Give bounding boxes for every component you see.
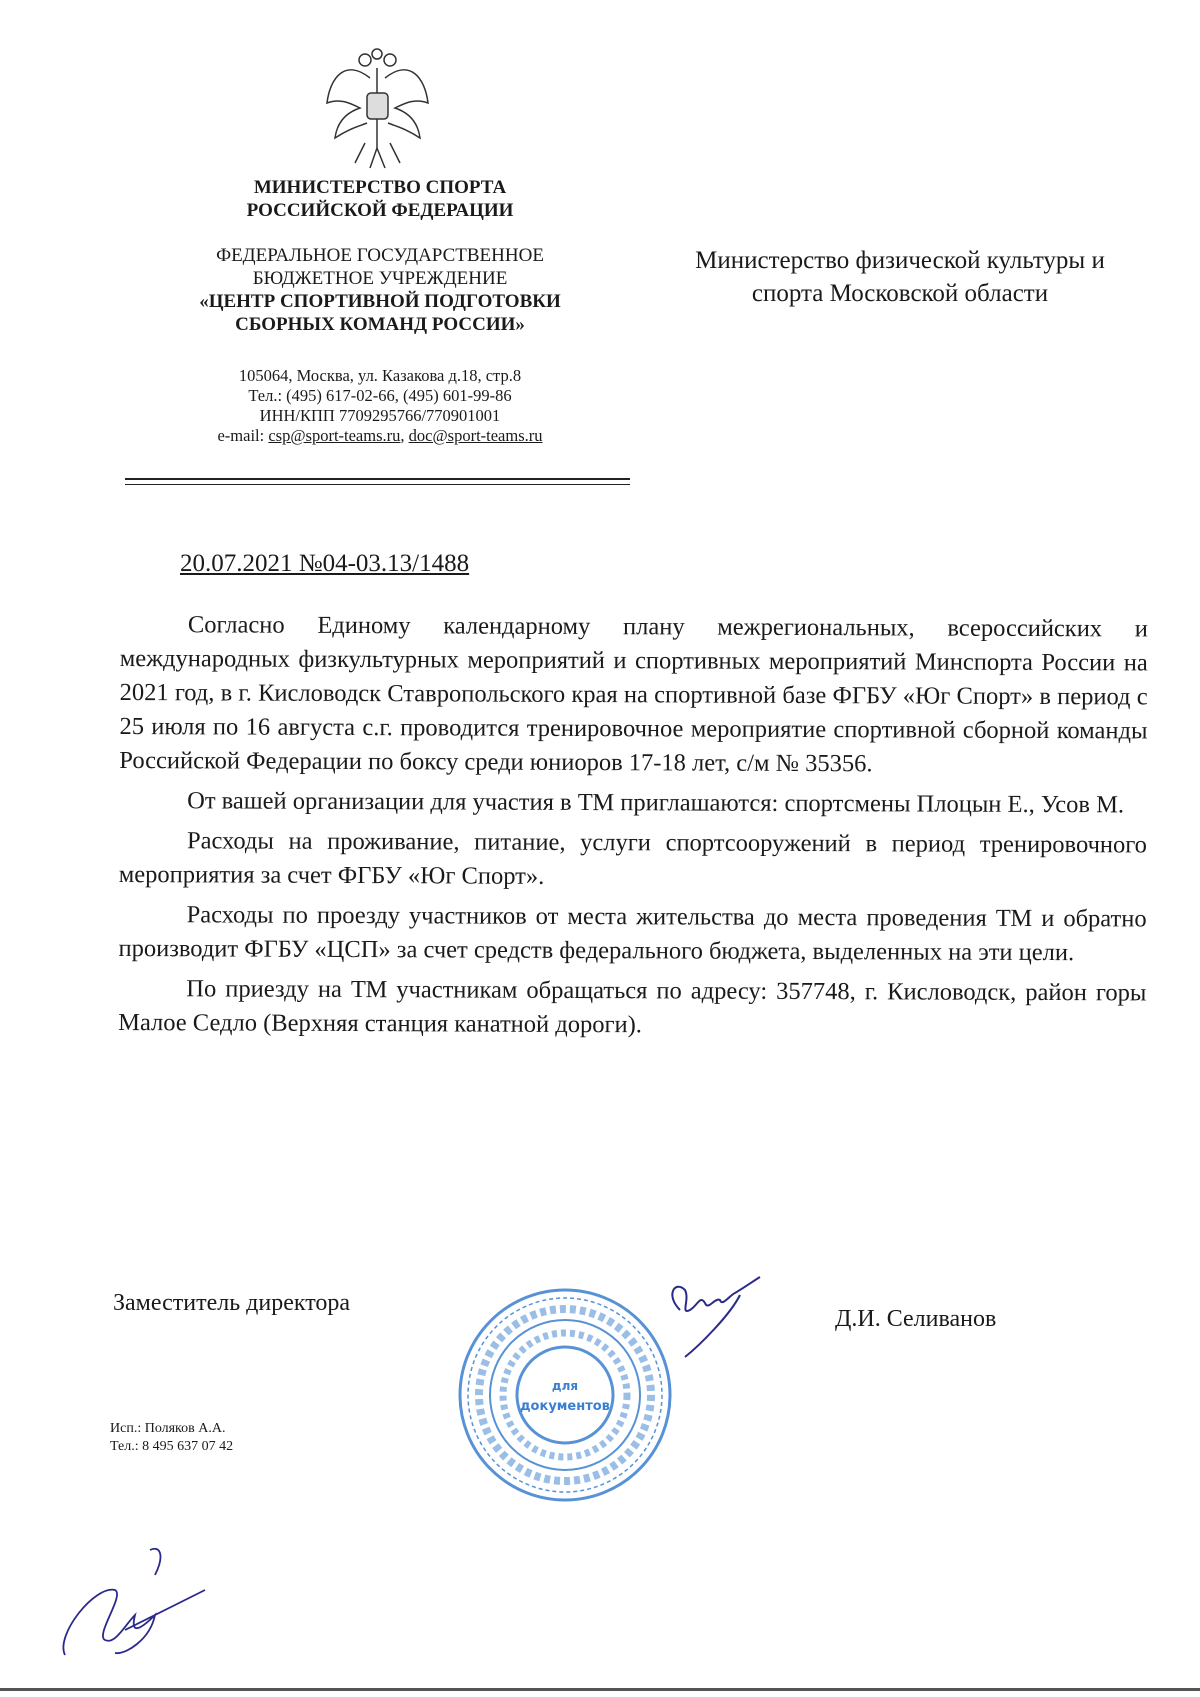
signer-position: Заместитель директора bbox=[113, 1290, 351, 1316]
stamp-text: для bbox=[551, 1379, 579, 1393]
initials-signature bbox=[55, 1545, 215, 1660]
email-label: e-mail: bbox=[217, 426, 269, 445]
org-name-line: СБОРНЫХ КОМАНД РОССИИ» bbox=[235, 314, 525, 335]
recipient-line: спорта Московской области bbox=[751, 280, 1049, 307]
handwritten-signature bbox=[660, 1275, 765, 1360]
signer-name: Д.И. Селиванов bbox=[835, 1306, 997, 1332]
recipient bbox=[660, 244, 1140, 310]
executor-name: Исп.: Поляков А.А. bbox=[110, 1421, 226, 1436]
email-separator: , bbox=[400, 426, 409, 445]
ministry-line: МИНИСТЕРСТВО СПОРТА bbox=[253, 177, 507, 198]
organization-contacts bbox=[150, 366, 610, 446]
paragraph: Расходы по проезду участников от места жительства до места проведения ТМ и обратно производит ФГБУ «ЦСП» за счет средств федерального бюджета, выделенных на эти цели. bbox=[118, 901, 1147, 967]
ministry-line: РОССИЙСКОЙ ФЕДЕРАЦИИ bbox=[246, 200, 514, 221]
address: 105064, Москва, ул. Казакова д.18, стр.8 bbox=[238, 366, 522, 385]
org-name-line: «ЦЕНТР СПОРТИВНОЙ ПОДГОТОВКИ bbox=[199, 291, 561, 312]
email-line bbox=[150, 426, 610, 446]
divider bbox=[125, 478, 630, 480]
document-number: 20.07.2021 №04-03.13/1488 bbox=[180, 550, 470, 577]
paragraph: Расходы на проживание, питание, услуги спортсооружений в период тренировочного мероприятия за счет ФГБУ «Юг Спорт». bbox=[118, 827, 1148, 890]
executor-phone: Тел.: 8 495 637 07 42 bbox=[110, 1439, 234, 1454]
organization-name bbox=[150, 244, 610, 336]
paragraph: Согласно Единому календарному плану межрегиональных, всероссийских и международных физкультурных мероприятий и спортивных мероприятий Минспорта России на 2021 год, в г. Кисловодск Ставропольского края на спортивной базе ФГБУ «Юг Спорт» в период с 25 июля по 16 августа с.г. проводится тренировочное мероприятие спортивной сборной команды Российской Федерации по боксу среди юниоров 17-18 лет, с/м № 35356. bbox=[119, 611, 1148, 778]
divider bbox=[125, 484, 630, 485]
ministry-name bbox=[150, 176, 610, 222]
paragraph: От вашей организации для участия в ТМ приглашаются: спортсмены Плоцын Е., Усов М. bbox=[187, 787, 1125, 819]
letter-body bbox=[118, 608, 1148, 1050]
phone: Тел.: (495) 617-02-66, (495) 601-99-86 bbox=[248, 386, 512, 405]
stamp-text: документов bbox=[520, 1399, 610, 1414]
official-stamp bbox=[455, 1285, 675, 1505]
coat-of-arms-icon bbox=[325, 48, 430, 170]
paragraph: По приезду на ТМ участникам обращаться по адресу: 357748, г. Кисловодск, район горы Малое Седло (Верхняя станция канатной дороги). bbox=[118, 975, 1147, 1039]
org-type-line: БЮДЖЕТНОЕ УЧРЕЖДЕНИЕ bbox=[252, 268, 508, 289]
email-link[interactable]: doc@sport-teams.ru bbox=[408, 426, 543, 445]
email-link[interactable]: csp@sport-teams.ru bbox=[268, 426, 401, 445]
inn-kpp: ИНН/КПП 7709295766/770901001 bbox=[259, 406, 501, 425]
org-type-line: ФЕДЕРАЛЬНОЕ ГОСУДАРСТВЕННОЕ bbox=[216, 245, 544, 266]
executor-info bbox=[110, 1420, 233, 1456]
scan-edge bbox=[0, 1688, 1200, 1691]
recipient-line: Министерство физической культуры и bbox=[695, 247, 1105, 274]
